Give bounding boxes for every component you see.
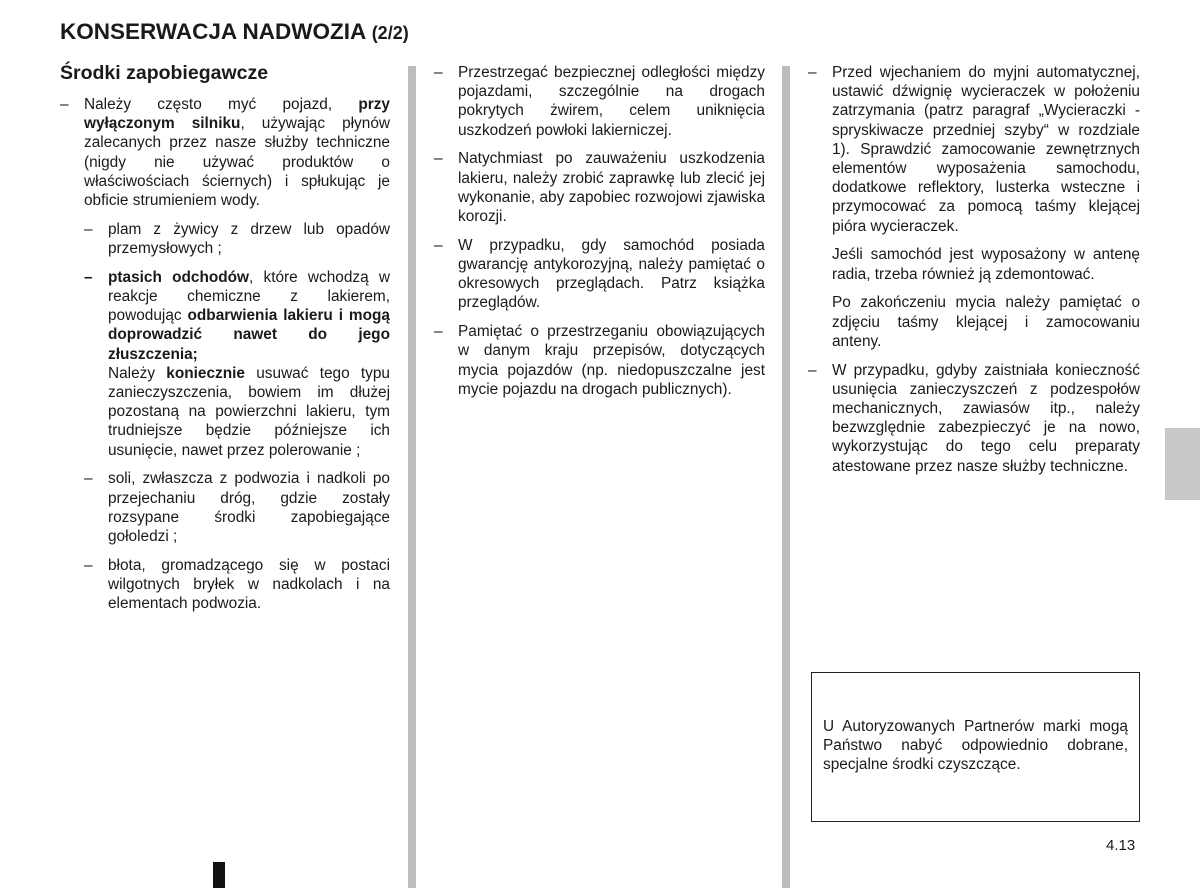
dash: – — [434, 323, 443, 341]
dash: – — [84, 220, 93, 238]
paragraph — [108, 268, 390, 364]
dash: – — [434, 64, 443, 81]
dash: – — [808, 64, 817, 81]
paragraph: W przypadku, gdy samochód posiada gwarancję antykorozyjną, należy pamiętać o okresowych przeglądach. Patrz książka przeglądów. — [458, 236, 765, 312]
paragraph: błota, gromadzącego się w postaci wilgotnych bryłek w nadkolach i na elementach podwozia. — [108, 556, 390, 613]
chapter-tab — [1165, 428, 1200, 500]
paragraph — [108, 364, 390, 460]
bold-text: przy wyłączonym silniku — [84, 96, 390, 133]
column-divider — [782, 66, 790, 888]
column-1 — [60, 95, 390, 623]
dash: – — [434, 236, 443, 254]
text: Należy często myć pojazd, — [84, 96, 359, 113]
bold-text: ptasich odchodów — [108, 268, 250, 286]
page-title — [60, 18, 409, 47]
dash: – — [84, 268, 93, 286]
paragraph — [84, 95, 390, 210]
dash: – — [808, 361, 817, 379]
list-item — [60, 95, 390, 210]
text: , używając płynów zalecanych przez nasze służby techniczne (nigdy nie używać produktów o właściwościach ściernych) i spłukując je obficie strumieniem wody. — [84, 115, 390, 210]
paragraph: W przypadku, gdyby zaistniała konieczność usunięcia zanieczyszczeń z podzespołów mechanicznych, zawiasów itp., należy bezwzględnie zabezpieczyć je na nowo, wykorzystując do tego celu preparaty atestowane przez nasze służby techniczne. — [832, 361, 1140, 475]
sub-list-item — [84, 556, 390, 614]
section-heading: Środki zapobiegawcze — [60, 62, 269, 84]
crop-mark — [213, 862, 225, 888]
dash: – — [84, 470, 93, 488]
text: Należy — [108, 364, 167, 382]
list-item — [808, 361, 1140, 476]
text: usuwać tego typu zanieczyszczenia, bowiem im dłużej pozostaną na powierzchni lakieru, tym trudniejsze będzie późniejsze ich usunięcie, nawet przez polerowanie ; — [108, 364, 390, 459]
paragraph: Pamiętać o przestrzeganiu obowiązujących w danym kraju przepisów, dotyczących mycia pojazdów (np. niedopuszczalne jest mycie pojazdu na drogach publicznych). — [458, 323, 765, 398]
bold-text: koniecznie — [166, 364, 245, 382]
text: , które wchodzą w reakcje chemiczne z lakierem, powodując — [108, 268, 390, 325]
sub-list-item — [84, 268, 390, 460]
column-divider — [408, 66, 416, 888]
dash: – — [60, 96, 69, 113]
bold-text: odbarwienia lakieru i mogą doprowadzić nawet do jego złuszczenia; — [108, 307, 390, 363]
paragraph: Przestrzegać bezpiecznej odległości między pojazdami, szczególnie na drogach pokrytych żwirem, celem uniknięcia uszkodzeń powłoki lakierniczej. — [458, 64, 765, 139]
note-text: U Autoryzowanych Partnerów marki mogą Państwo nabyć odpowiednio dobrane, specjalne środki czyszczące. — [823, 718, 1128, 774]
list-item — [434, 236, 765, 313]
paragraph: Przed wjechaniem do myjni automatycznej, ustawić dźwignię wycieraczek w położeniu zatrzymania (patrz paragraf „Wycieraczki - spryskiwacze przedniej szyby“ w rozdziale 1). Sprawdzić zamocowanie zewnętrznych elementów wyposażenia samochodu, dodatkowe reflektory, lusterka wsteczne i przymocować za pomocą taśmy klejącej pióra wycieraczek. — [832, 64, 1140, 235]
list-item — [434, 149, 765, 226]
paragraph: Po zakończeniu mycia należy pamiętać o zdjęciu taśmy klejącej i zamocowaniu anteny. — [832, 294, 1140, 350]
list-item — [808, 63, 1140, 351]
title-text: KONSERWACJA NADWOZIA — [60, 19, 366, 44]
list-item — [434, 322, 765, 399]
paragraph: soli, zwłaszcza z podwozia i nadkoli po przejechaniu dróg, gdzie zostały rozsypane środki zapobiegające gołoledzi ; — [108, 470, 390, 546]
dash: – — [434, 150, 443, 168]
column-2 — [434, 63, 765, 409]
column-3 — [808, 63, 1140, 485]
title-part: (2/2) — [371, 23, 409, 43]
list-item — [434, 63, 765, 140]
paragraph: Jeśli samochód jest wyposażony w antenę radia, trzeba również ją zdemontować. — [832, 246, 1140, 283]
sub-list-item — [84, 220, 390, 258]
dash: – — [84, 556, 93, 574]
page-number: 4.13 — [1106, 837, 1136, 854]
note-box — [811, 672, 1140, 822]
sub-list-item — [84, 469, 390, 546]
paragraph: Natychmiast po zauważeniu uszkodzenia lakieru, należy zrobić zaprawkę lub zlecić jej wykonanie, aby zapobiec rozwojowi zjawiska korozji. — [458, 150, 765, 226]
paragraph: plam z żywicy z drzew lub opadów przemysłowych ; — [108, 220, 390, 258]
